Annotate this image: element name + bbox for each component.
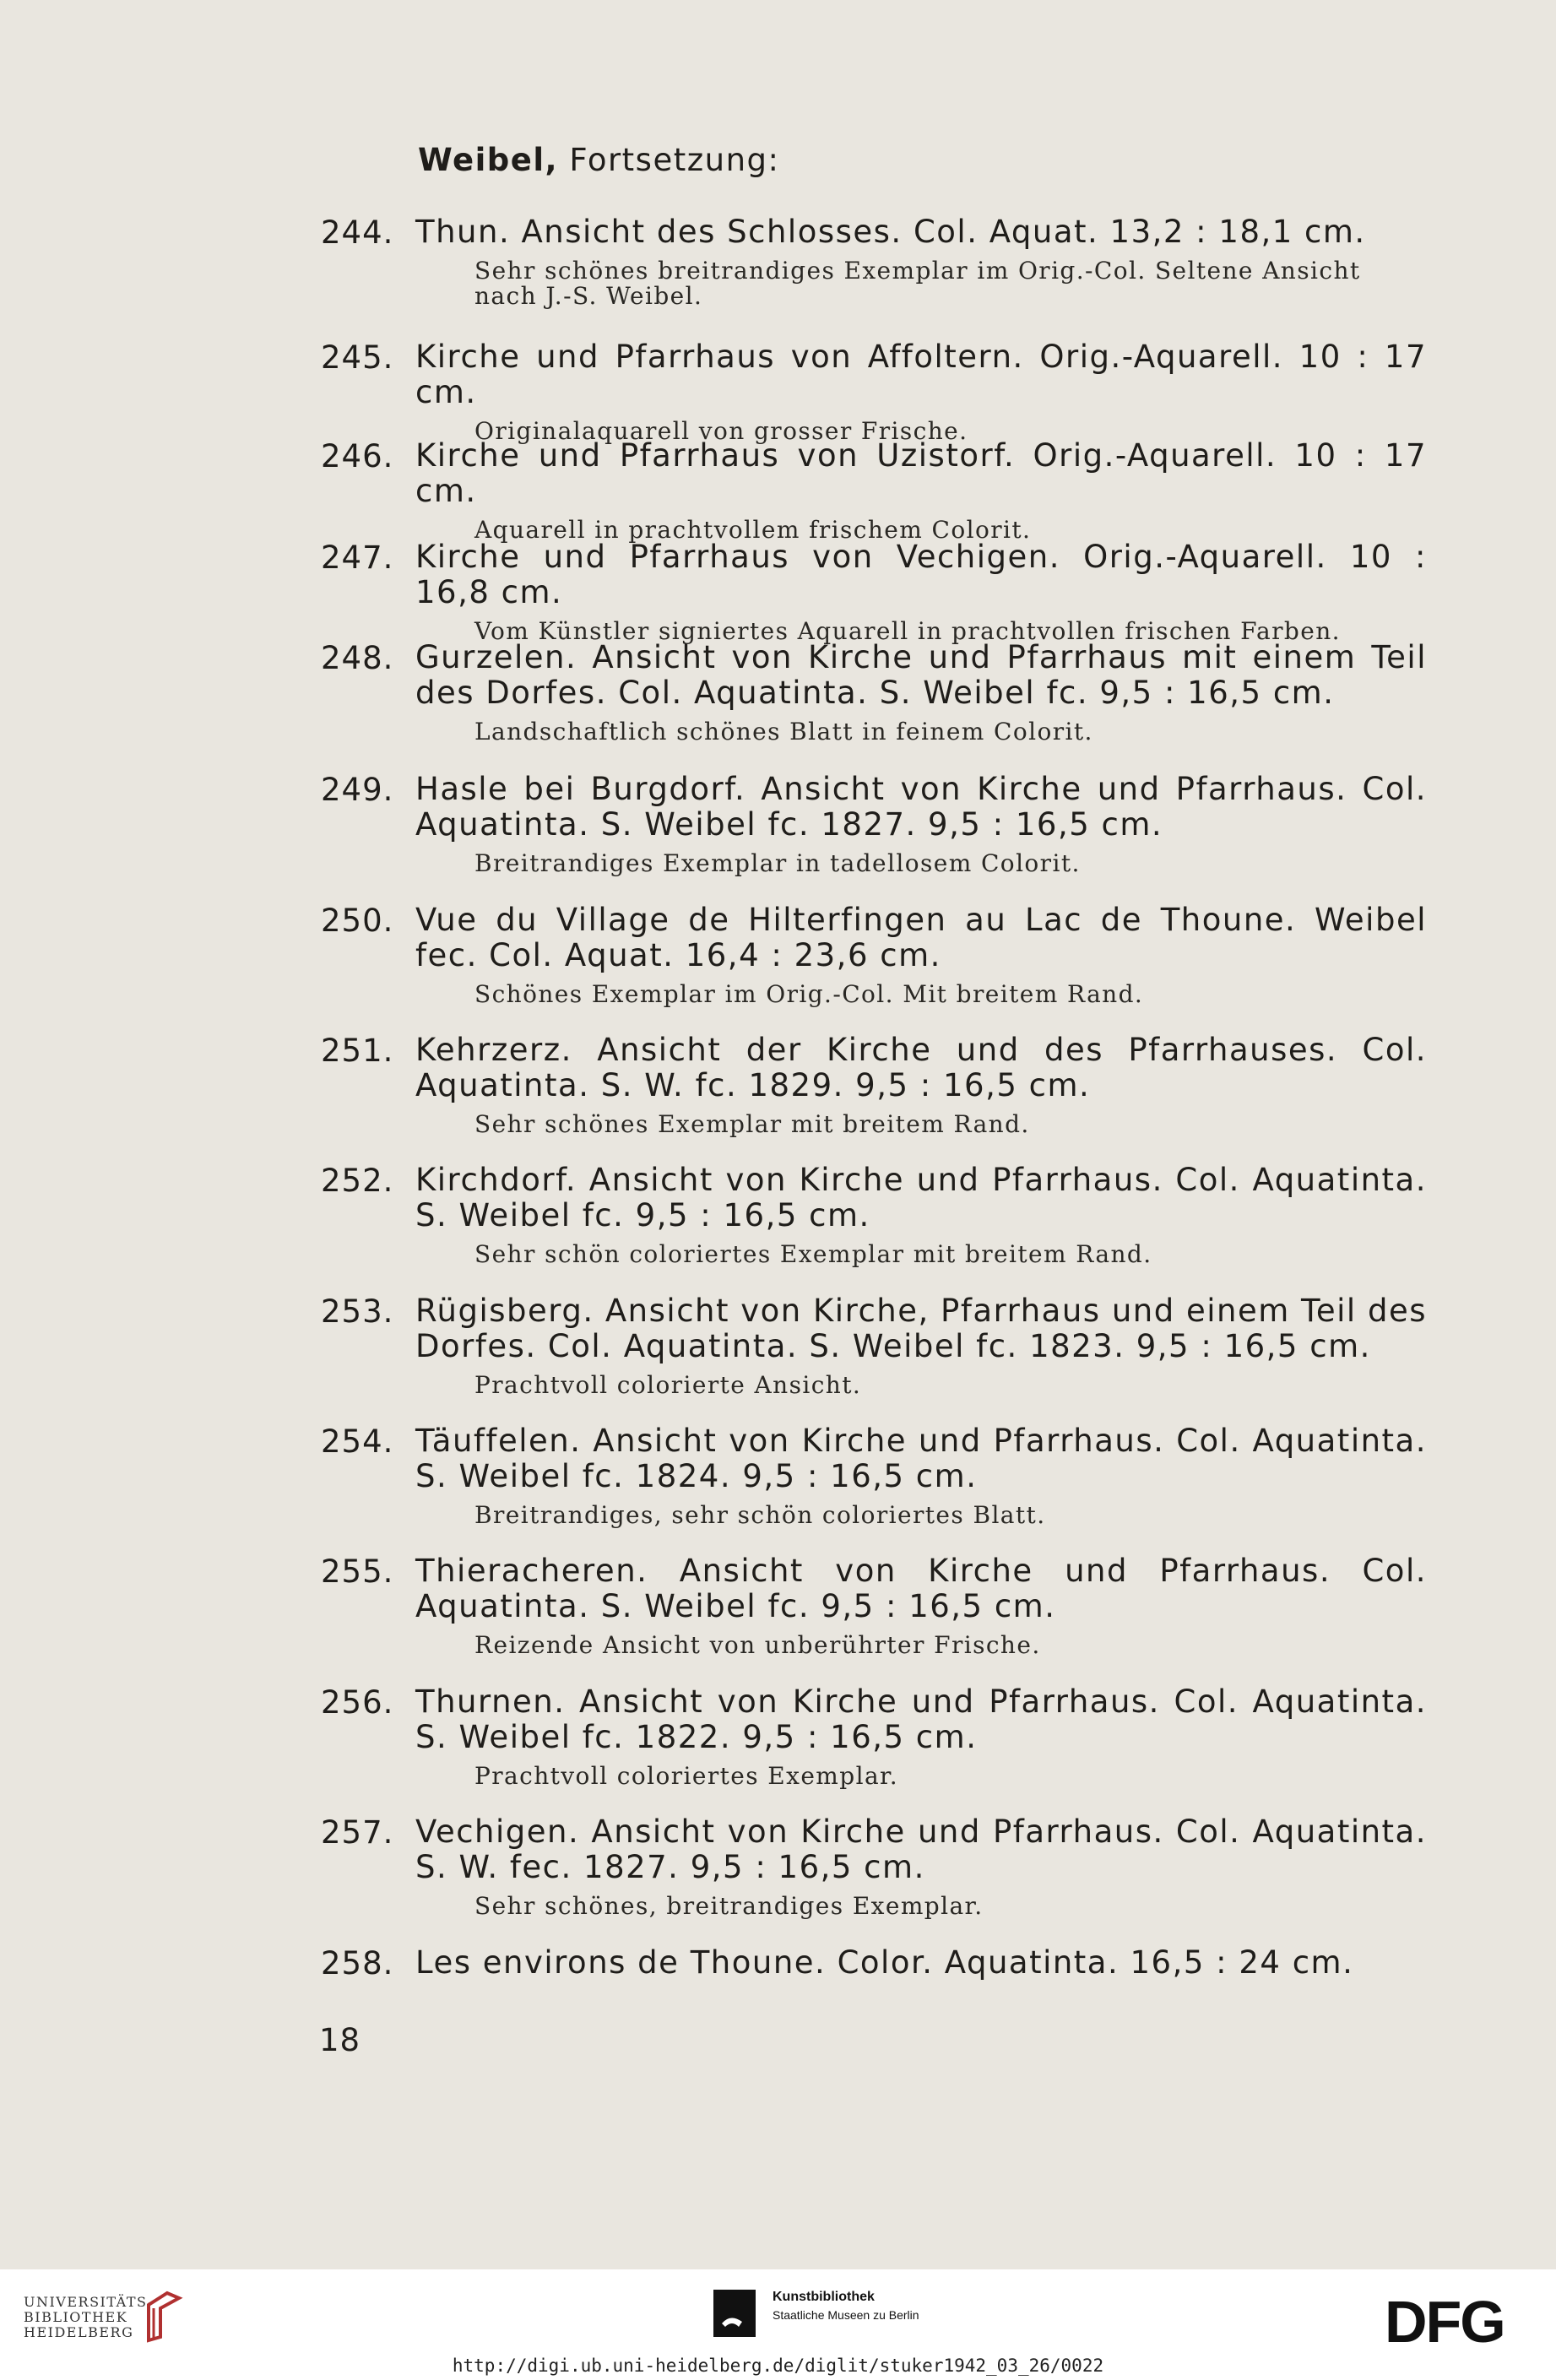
entry-number: 251. — [321, 1033, 394, 1069]
entry-note: Sehr schönes, breitrandiges Exemplar. — [474, 1892, 984, 1920]
entry-note: Schönes Exemplar im Orig.-Col. Mit breitem Rand. — [474, 980, 1144, 1008]
catalog-entry — [321, 640, 1427, 745]
kunstbibliothek-logo-icon — [713, 2290, 756, 2337]
catalog-entry — [321, 1553, 1427, 1658]
entry-title: Kehrzerz. Ansicht der Kirche und des Pfarrhauses. Col. Aquatinta. S. W. fc. 1829. 9,5 : 16,5 cm. — [415, 1032, 1427, 1103]
heading-continuation: Fortsetzung: — [558, 142, 780, 178]
entry-note: Vom Künstler signiertes Aquarell in prachtvollen frischen Farben. — [474, 617, 1341, 645]
entry-title: Les environs de Thoune. Color. Aquatinta. 16,5 : 24 cm. — [415, 1944, 1354, 1981]
library-mark-icon — [142, 2290, 184, 2344]
entry-title: Thieracheren. Ansicht von Kirche und Pfarrhaus. Col. Aquatinta. S. Weibel fc. 9,5 : 16,5 cm. — [415, 1553, 1427, 1624]
catalog-entry — [321, 1814, 1427, 1919]
entry-number: 250. — [321, 903, 394, 939]
kb-name: Kunstbibliothek — [773, 2290, 875, 2304]
entry-title: Kirche und Pfarrhaus von Uzistorf. Orig.-Aquarell. 10 : 17 cm. — [415, 437, 1427, 509]
entry-number: 253. — [321, 1293, 394, 1330]
library-line: HEIDELBERG — [24, 2324, 134, 2340]
entry-number: 257. — [321, 1814, 394, 1851]
entry-note: Breitrandiges, sehr schön coloriertes Blatt. — [474, 1501, 1046, 1529]
catalog-entry — [321, 1163, 1427, 1267]
catalog-entry — [321, 1945, 1427, 1981]
section-heading — [418, 142, 780, 178]
entry-title: Hasle bei Burgdorf. Ansicht von Kirche und Pfarrhaus. Col. Aquatinta. S. Weibel fc. 1827. 9,5 : 16,5 cm. — [415, 771, 1427, 843]
catalog-entry — [321, 539, 1427, 644]
entry-number: 248. — [321, 640, 394, 676]
catalog-entry — [321, 772, 1427, 876]
entry-note: Prachtvoll coloriertes Exemplar. — [474, 1762, 899, 1790]
catalog-entry — [321, 438, 1427, 543]
entry-title: Thun. Ansicht des Schlosses. Col. Aquat. 13,2 : 18,1 cm. — [415, 214, 1366, 250]
library-line: BIBLIOTHEK — [24, 2309, 128, 2325]
entry-number: 247. — [321, 539, 394, 576]
entry-note: Breitrandiges Exemplar in tadellosem Colorit. — [474, 849, 1081, 877]
library-line: UNIVERSITÄTS- — [24, 2294, 154, 2310]
page-number: 18 — [319, 2022, 361, 2058]
entry-note: Prachtvoll colorierte Ansicht. — [474, 1371, 862, 1399]
entry-number: 254. — [321, 1423, 394, 1460]
catalog-entry — [321, 1423, 1427, 1528]
kunstbibliothek-label — [773, 2290, 919, 2322]
catalog-entry — [321, 339, 1427, 444]
catalog-entry — [321, 1033, 1427, 1137]
entry-number: 249. — [321, 772, 394, 808]
entry-note: Sehr schönes Exemplar mit breitem Rand. — [474, 1110, 1030, 1138]
catalog-entry — [321, 214, 1427, 309]
entry-title: Rügisberg. Ansicht von Kirche, Pfarrhaus und einem Teil des Dorfes. Col. Aquatinta. S. Weibel fc. 1823. 9,5 : 16,5 cm. — [415, 1293, 1427, 1364]
catalog-entry — [321, 903, 1427, 1007]
entry-note: Originalaquarell von grosser Frische. — [474, 417, 968, 445]
kb-subtitle: Staatliche Museen zu Berlin — [773, 2308, 919, 2322]
source-url[interactable]: http://digi.ub.uni-heidelberg.de/diglit/stuker1942_03_26/0022 — [452, 2356, 1104, 2376]
entry-title: Gurzelen. Ansicht von Kirche und Pfarrhaus mit einem Teil des Dorfes. Col. Aquatinta. S. Weibel fc. 9,5 : 16,5 cm. — [415, 639, 1427, 711]
entry-number: 252. — [321, 1163, 394, 1199]
entry-title: Thurnen. Ansicht von Kirche und Pfarrhaus. Col. Aquatinta. S. Weibel fc. 1822. 9,5 : 16,5 cm. — [415, 1683, 1427, 1755]
entry-number: 258. — [321, 1945, 394, 1982]
entry-note: Sehr schönes breitrandiges Exemplar im Orig.-Col. Seltene Ansicht nach J.-S. Weibel. — [474, 257, 1361, 310]
entry-note: Landschaftlich schönes Blatt in feinem Colorit. — [474, 718, 1093, 745]
heading-author: Weibel, — [418, 142, 559, 178]
entry-title: Kirche und Pfarrhaus von Affoltern. Orig.-Aquarell. 10 : 17 cm. — [415, 339, 1427, 410]
entry-note: Reizende Ansicht von unberührter Frische. — [474, 1631, 1041, 1659]
entry-title: Kirchdorf. Ansicht von Kirche und Pfarrhaus. Col. Aquatinta. S. Weibel fc. 9,5 : 16,5 cm. — [415, 1162, 1427, 1233]
library-logo-text — [24, 2295, 154, 2340]
entry-title: Täuffelen. Ansicht von Kirche und Pfarrhaus. Col. Aquatinta. S. Weibel fc. 1824. 9,5 : 16,5 cm. — [415, 1423, 1427, 1494]
entry-number: 244. — [321, 214, 394, 251]
dfg-logo: DFG — [1385, 2289, 1504, 2355]
catalog-entry — [321, 1684, 1427, 1789]
entry-number: 255. — [321, 1553, 394, 1590]
catalog-entry — [321, 1293, 1427, 1398]
entry-title: Vechigen. Ansicht von Kirche und Pfarrhaus. Col. Aquatinta. S. W. fec. 1827. 9,5 : 16,5 cm. — [415, 1813, 1427, 1885]
entry-number: 245. — [321, 339, 394, 376]
entry-note: Aquarell in prachtvollem frischem Colorit. — [474, 516, 1032, 544]
entry-title: Vue du Village de Hilterfingen au Lac de Thoune. Weibel fec. Col. Aquat. 16,4 : 23,6 cm. — [415, 902, 1427, 973]
entry-title: Kirche und Pfarrhaus von Vechigen. Orig.-Aquarell. 10 : 16,8 cm. — [415, 539, 1427, 610]
entry-note: Sehr schön coloriertes Exemplar mit breitem Rand. — [474, 1240, 1152, 1268]
entry-number: 256. — [321, 1684, 394, 1721]
entry-number: 246. — [321, 438, 394, 474]
